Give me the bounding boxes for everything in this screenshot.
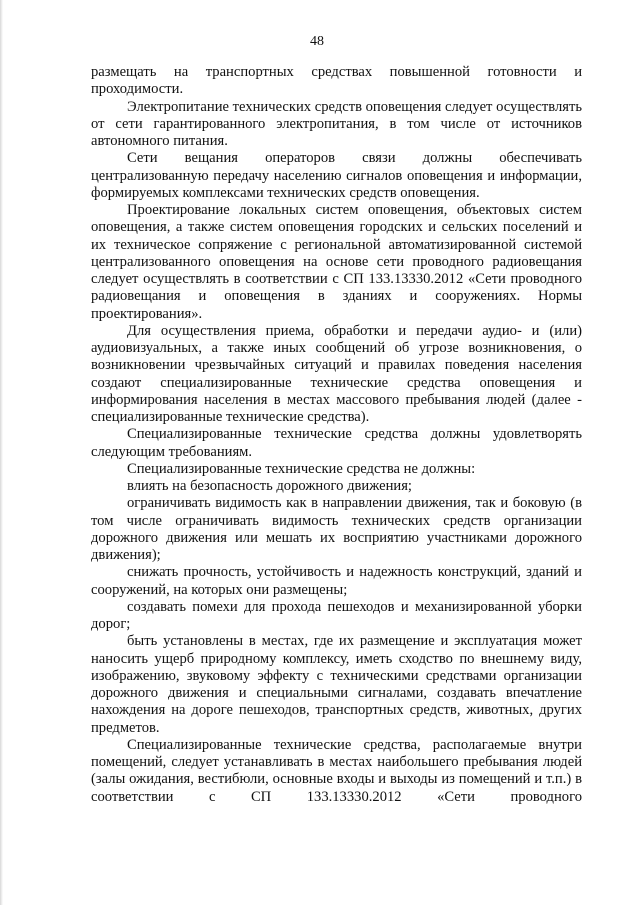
text-line: размещать на транспортных средствах повышенной готовности и — [91, 64, 582, 80]
text-line: помещений и т.п.) в соответствии с СП 133.13330.2012 «Сети проводного — [91, 771, 582, 805]
paragraph — [91, 426, 582, 461]
text-line: дорожного движения или мешать их восприятию участниками дорожного — [91, 529, 582, 546]
paragraph — [91, 495, 582, 564]
text-line: осуществлять от сети гарантированного электропитания, в том числе от — [91, 98, 582, 132]
text-line: Нормы проектирования». — [91, 288, 582, 322]
text-line: людей (залы ожидания, вестибюли, основные входы и выходы из — [91, 754, 582, 788]
text-line: следующим требованиям. — [91, 443, 253, 460]
text-line: (в том числе ограничивать видимость технических средств организации — [91, 495, 582, 529]
text-line: уборки дорог; — [91, 598, 582, 632]
text-line: Электропитание технических средств оповещения следует — [127, 98, 493, 115]
text-line: оповещения. — [400, 184, 480, 201]
text-line: и их техническое сопряжение с региональной автоматизированной — [91, 219, 582, 253]
paragraph — [91, 323, 582, 427]
text-line: других предметов. — [91, 702, 582, 736]
text-line: Специализированные технические средства, располагаемые внутри — [127, 736, 582, 753]
page-body — [91, 64, 582, 806]
text-line: проходимости. — [91, 81, 184, 98]
text-line: «Сети проводного радиовещания и оповещения в зданиях и сооружениях. — [91, 271, 582, 305]
text-line: аудиовизуальных, а также иных сообщений об угрозе возникновения, о — [91, 340, 582, 356]
text-line: ограничивать видимость как в направлении движения, так и боковую — [127, 495, 566, 512]
paragraph — [91, 737, 582, 806]
text-line: дорожного движения и специальными сигналами, создавать впечатление — [91, 685, 582, 701]
text-line: создавать помехи для прохода пешеходов и механизированной — [127, 598, 532, 615]
text-line: радиовещания следует осуществлять в соответствии с СП 133.13330.2012 — [91, 253, 582, 287]
text-line: источников автономного питания. — [91, 115, 582, 149]
paragraph — [91, 564, 582, 599]
paragraph — [91, 461, 582, 478]
paragraph — [91, 633, 582, 737]
text-line: возникновении чрезвычайных ситуаций и правилах поведения населения — [91, 357, 582, 374]
paragraph — [91, 99, 582, 151]
text-line: создают специализированные технические средства оповещения и — [91, 374, 582, 391]
page-number: 48 — [310, 34, 324, 49]
paragraph — [91, 478, 582, 495]
text-line: помещений, следует устанавливать в местах наибольшего пребывания — [91, 754, 538, 770]
text-line: системой централизованного оповещения на основе сети проводного — [91, 236, 583, 270]
paragraph — [91, 202, 582, 323]
text-line: информации, формируемых комплексами технических средств — [91, 167, 582, 201]
text-line: Проектирование локальных систем оповещения, объектовых систем — [127, 202, 582, 218]
paragraph — [91, 599, 582, 634]
text-line: централизованную передачу населению сигналов оповещения и — [91, 167, 496, 184]
text-line: нахождения на дороге пешеходов, транспортных средств, животных, — [91, 702, 534, 719]
text-line: наносить ущерб природному комплексу, иметь сходство по внешнему виду, — [91, 650, 582, 667]
text-line: Специализированные технические средства должны удовлетворять — [127, 426, 582, 443]
text-line: влиять на безопасность дорожного движения; — [127, 478, 412, 494]
text-line: и сооружений, на которых они размещены; — [91, 564, 582, 598]
text-line: информирования населения в местах массового пребывания людей (далее - — [91, 391, 582, 408]
scan-edge-shadow — [0, 0, 3, 905]
paragraph — [91, 150, 582, 202]
text-line: оповещения, а также систем оповещения городских и сельских поселений — [91, 219, 569, 236]
text-line: Для осуществления приема, обработки и передачи аудио- и (или) — [127, 322, 582, 339]
text-line: быть установлены в местах, где их размещение и эксплуатация может — [127, 633, 582, 650]
text-line: снижать прочность, устойчивость и надежность конструкций, зданий — [127, 564, 569, 581]
paragraph — [91, 64, 582, 99]
text-line: изображению, звуковому эффекту с техническими средствами организации — [91, 667, 582, 684]
text-line: Сети вещания операторов связи должны обеспечивать — [127, 150, 582, 167]
text-line: Специализированные технические средства не должны: — [127, 460, 476, 477]
text-line: специализированные технические средства). — [91, 409, 370, 425]
text-line: движения); — [91, 547, 161, 563]
